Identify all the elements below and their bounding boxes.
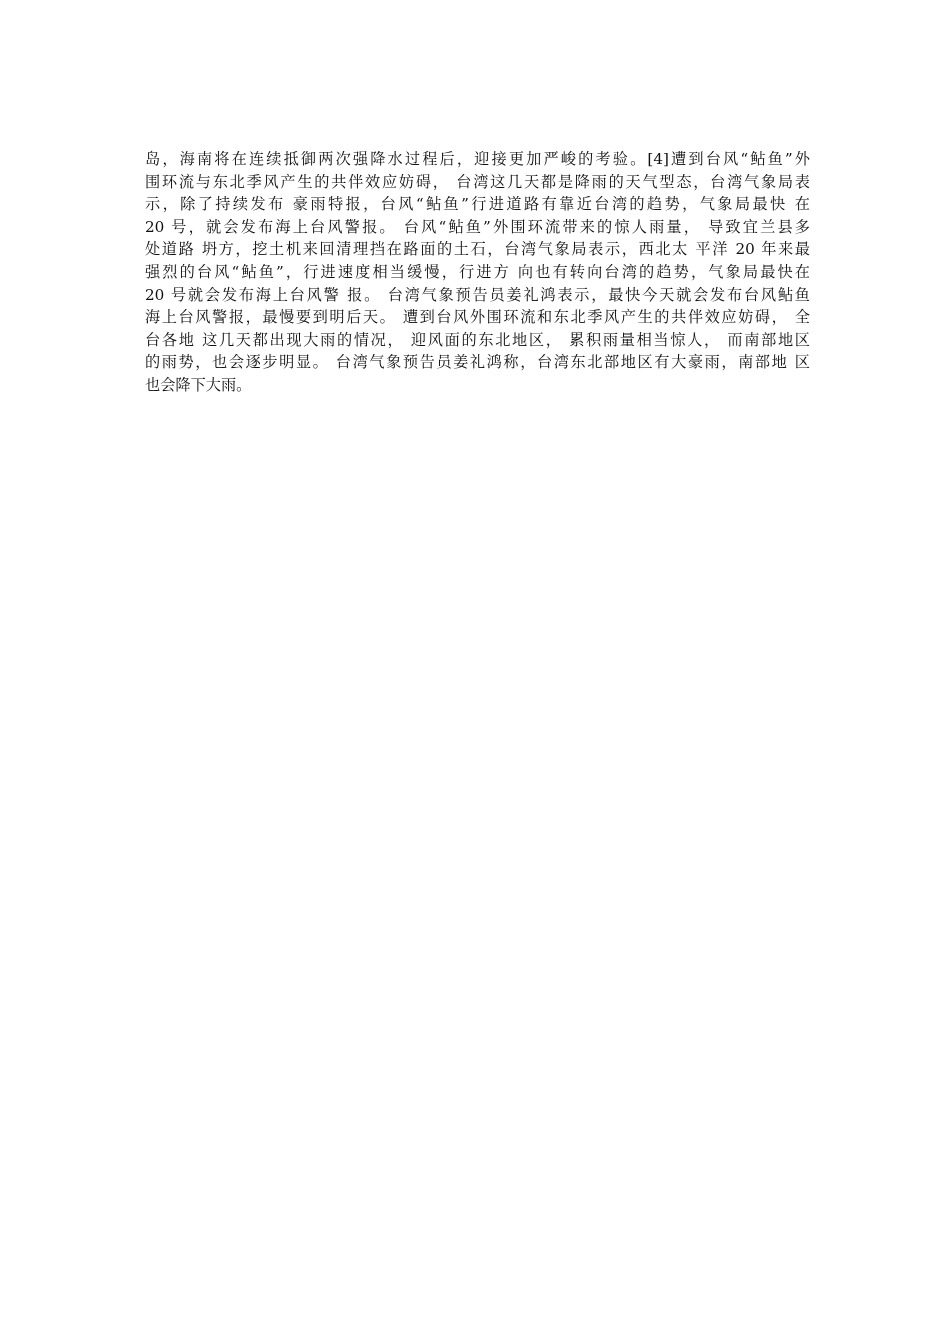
paragraph-line: 示，除了持续发布 豪雨特报，台风“鲇鱼”行进道路有靠近台湾的趋势，气象局最快 在 xyxy=(145,195,810,214)
paragraph-line: 20 号就会发布海上台风警 报。 台湾气象预告员姜礼鸿表示，最快今天就会发布台风鲇鱼 xyxy=(145,285,810,304)
paragraph-line: 处道路 坍方，挖土机来回清理挡在路面的土石，台湾气象局表示，西北太 平洋 20 年来最 xyxy=(145,240,810,259)
paragraph-line: 海上台风警报，最慢要到明后天。 遭到台风外围环流和东北季风产生的共伴效应妨碍， 全 xyxy=(145,308,810,327)
paragraph-line: 强烈的台风“鲇鱼”，行进速度相当缓慢，行进方 向也有转向台湾的趋势，气象局最快在 xyxy=(145,262,810,281)
paragraph-line: 围环流与东北季风产生的共伴效应妨碍， 台湾这几天都是降雨的天气型态，台湾气象局表 xyxy=(145,172,810,191)
paragraph-line: 台各地 这几天都出现大雨的情况， 迎风面的东北地区， 累积雨量相当惊人， 而南部地区 xyxy=(145,330,810,349)
paragraph-line: 也会降下大雨。 xyxy=(145,375,252,394)
paragraph-line: 岛，海南将在连续抵御两次强降水过程后，迎接更加严峻的考验。[4]遭到台风“鲇鱼”外 xyxy=(145,150,810,168)
paragraph-line: 20 号，就会发布海上台风警报。 台风“鲇鱼”外围环流带来的惊人雨量， 导致宜兰县多 xyxy=(145,217,810,236)
paragraph-line: 的雨势，也会逐步明显。 台湾气象预告员姜礼鸿称，台湾东北部地区有大豪雨，南部地 区 xyxy=(145,353,810,372)
body-paragraph xyxy=(145,148,810,397)
